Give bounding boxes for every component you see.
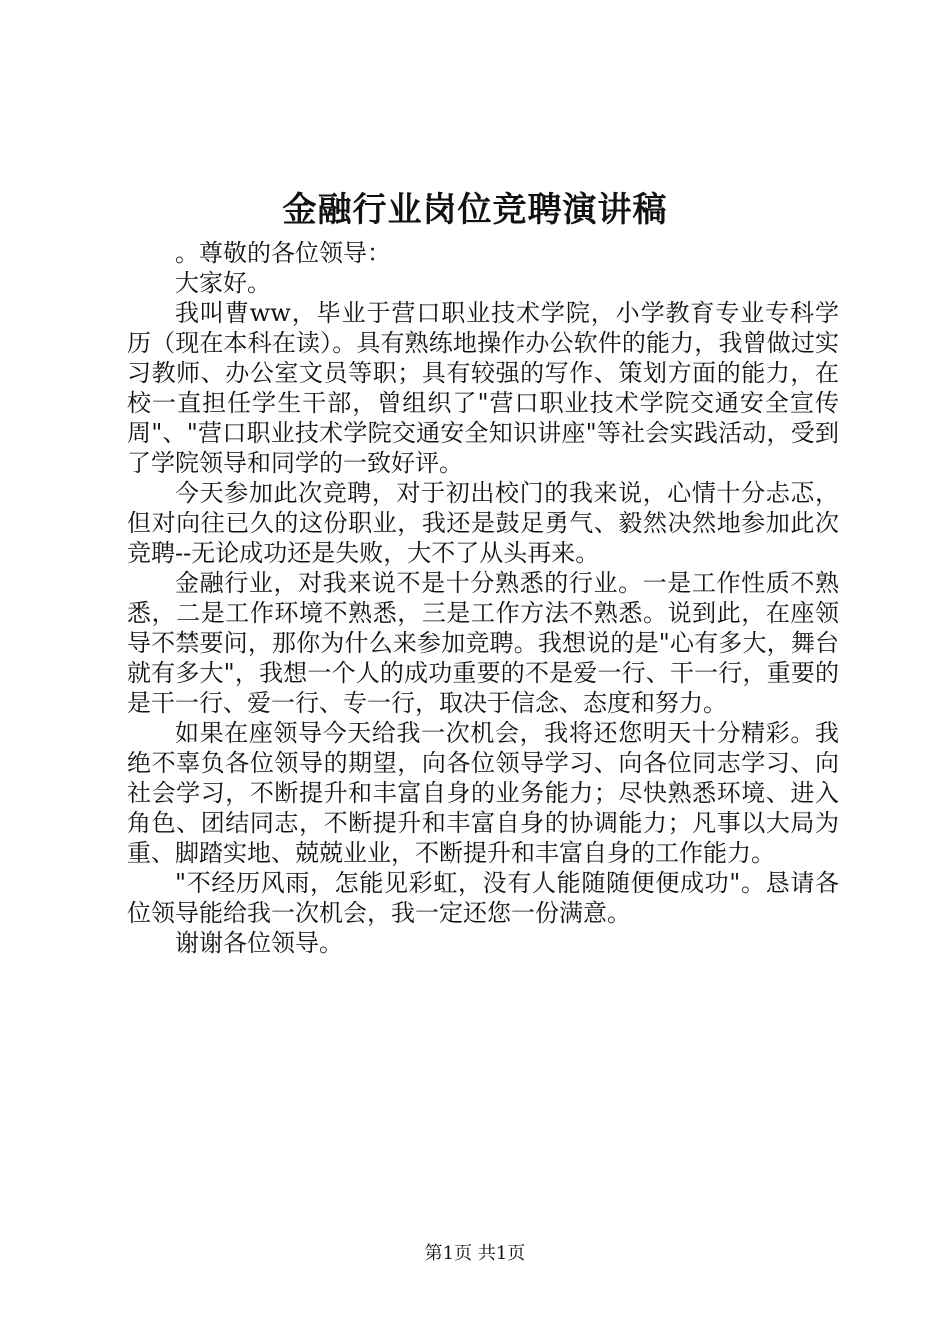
paragraph-introduction: 我叫曹ww，毕业于营口职业技术学院，小学教育专业专科学历（现在本科在读）。具有熟练地操作办公软件的能力，我曾做过实习教师、办公室文员等职；具有较强的写作、策划方面的能力，在校一直担任学生干部，曾组织了"营口职业技术学院交通安全宣传周"、"营口职业技术学院交通安全知识讲座"等社会实践活动，受到了学院领导和同学的一致好评。 (127, 299, 839, 477)
paragraph-industry: 金融行业，对我来说不是十分熟悉的行业。一是工作性质不熟悉，二是工作环境不熟悉，三是工作方法不熟悉。说到此，在座领导不禁要问，那你为什么来参加竞聘。我想说的是"心有多大，舞台就有多大"，我想一个人的成功重要的不是爱一行、干一行，重要的是干一行、爱一行、专一行，取决于信念、态度和努力。 (127, 569, 839, 717)
paragraph-commitment: 如果在座领导今天给我一次机会，我将还您明天十分精彩。我绝不辜负各位领导的期望，向各位领导学习、向各位同志学习、向社会学习，不断提升和丰富自身的业务能力；尽快熟悉环境、进入角色、团结同志，不断提升和丰富自身的协调能力；凡事以大局为重、脚踏实地、兢兢业业，不断提升和丰富自身的工作能力。 (127, 719, 839, 867)
paragraph-salutation: 。尊敬的各位领导： (175, 239, 391, 267)
paragraph-greeting: 大家好。 (175, 269, 271, 297)
paragraph-closing: "不经历风雨，怎能见彩虹，没有人能随随便便成功"。恳请各位领导能给我一次机会，我一定还您一份满意。 (127, 869, 839, 927)
document-body (127, 238, 839, 958)
page-footer: 第1页 共1页 (424, 1243, 526, 1264)
paragraph-thanks: 谢谢各位领导。 (175, 929, 343, 957)
document-title: 金融行业岗位竞聘演讲稿 (282, 190, 668, 230)
paragraph-motivation: 今天参加此次竞聘，对于初出校门的我来说，心情十分忐忑，但对向往已久的这份职业，我还是鼓足勇气、毅然决然地参加此次竞聘--无论成功还是失败，大不了从头再来。 (127, 479, 839, 567)
